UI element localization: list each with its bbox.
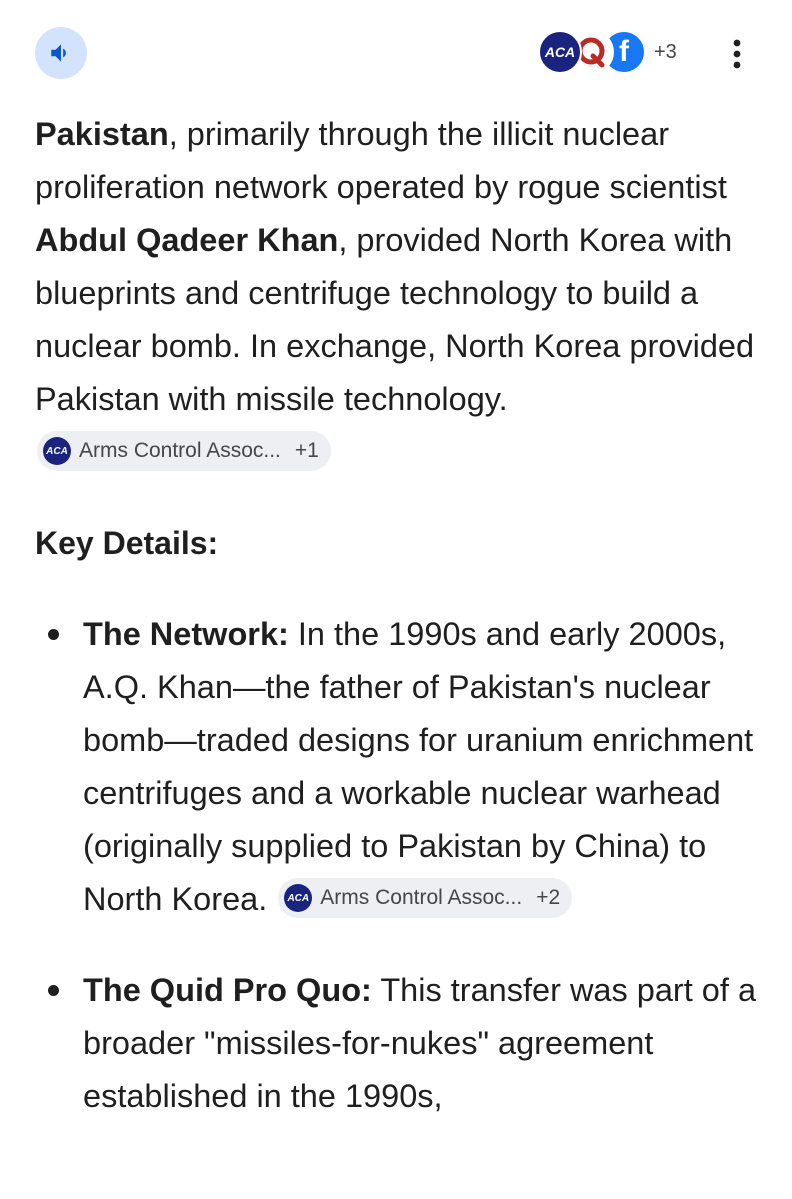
citation-count: +2 [536, 886, 561, 910]
more-sources-count: +3 [654, 40, 677, 63]
more-options-button[interactable] [722, 34, 752, 74]
volume-icon [48, 40, 74, 66]
list-item-title: The Quid Pro Quo: [83, 972, 372, 1008]
aca-chip-logo: ACA [284, 884, 312, 912]
sources-button[interactable] [538, 29, 677, 75]
intro-bold-khan: Abdul Qadeer Khan [35, 222, 339, 258]
citation-chip[interactable] [278, 878, 572, 918]
arms-control-association-favicon [538, 30, 582, 74]
citation-chip[interactable] [37, 431, 331, 471]
aca-chip-logo: ACA [43, 437, 71, 465]
list-item [35, 964, 765, 1123]
listen-button[interactable] [35, 27, 87, 79]
facebook-logo-text: f [619, 35, 629, 68]
intro-text-1: , primarily through the illicit nuclear proliferation network operated by rogue scientist [35, 116, 727, 205]
bullet [48, 985, 59, 996]
key-details-list [35, 608, 765, 1161]
response-body [35, 108, 765, 1114]
bullet [48, 629, 59, 640]
intro-text-2: , provided North Korea with blueprints and centrifuge technology to build a nuclear bomb. In exchange, North Korea provided Pakistan with missile technology. [35, 222, 755, 417]
more-vertical-icon [732, 34, 742, 74]
response-toolbar [0, 0, 792, 105]
intro-bold-pakistan: Pakistan [35, 116, 169, 152]
aca-logo-text: ACA [544, 44, 576, 60]
list-item-text: This transfer was part of a broader "missiles-for-nukes" agreement established in the 1990s, [83, 972, 757, 1114]
list-item-text: In the 1990s and early 2000s, A.Q. Khan—the father of Pakistan's nuclear bomb—traded designs for uranium enrichment centrifuges and a workable nuclear warhead (originally supplied to Pakistan by China) to North Korea. [83, 616, 754, 917]
citation-count: +1 [294, 439, 319, 463]
list-item-title: The Network: [83, 616, 289, 652]
citation-label: Arms Control Assoc... [320, 886, 523, 910]
citation-label: Arms Control Assoc... [79, 439, 281, 463]
list-item [35, 608, 765, 926]
intro-paragraph [35, 108, 765, 479]
key-details-heading: Key Details: [35, 525, 219, 561]
